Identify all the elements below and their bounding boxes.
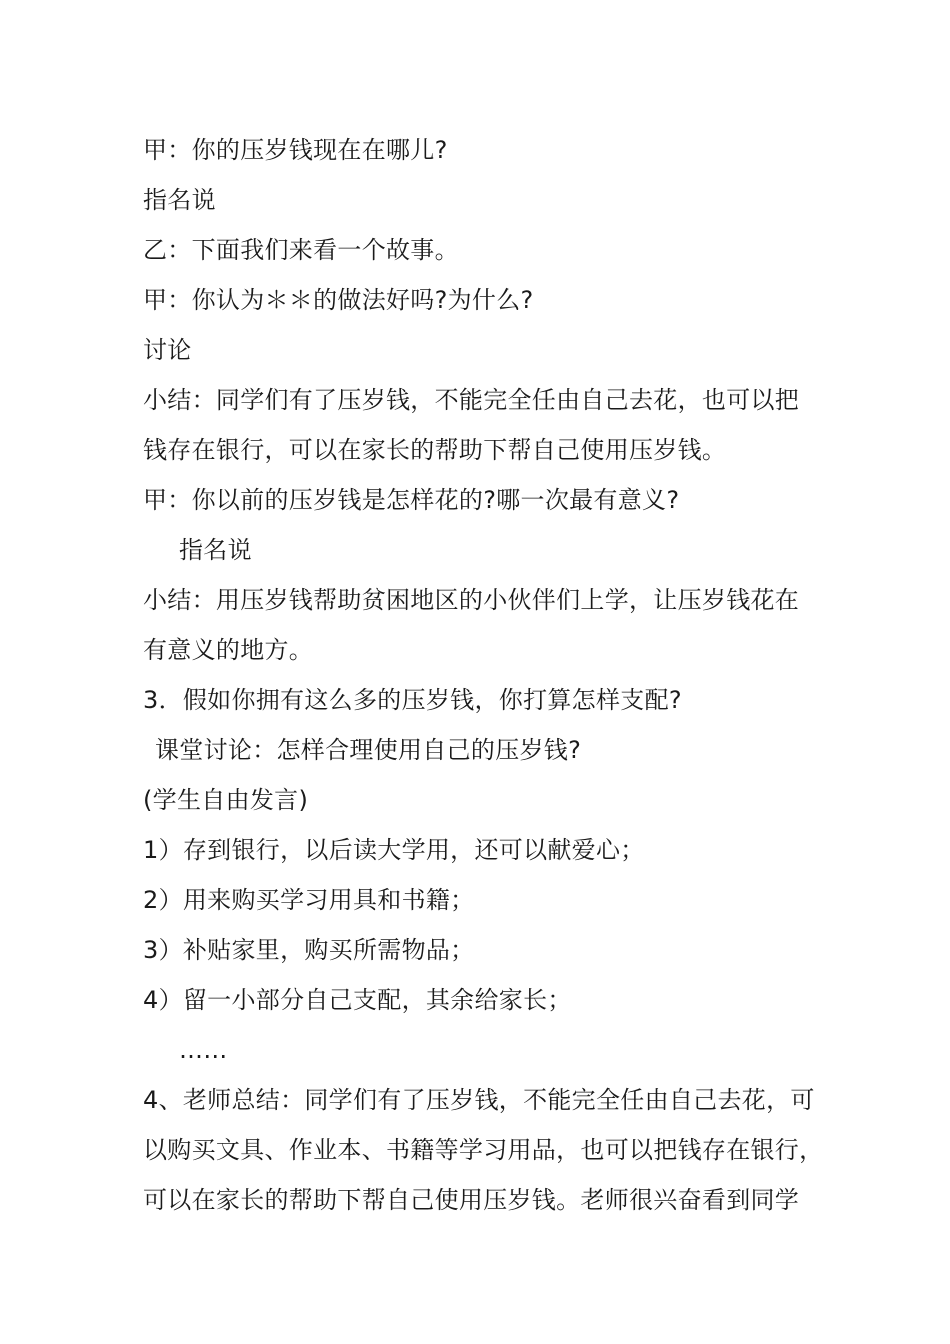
conclusion-line: 4、老师总结：同学们有了压岁钱，不能完全任由自己去花，可 [143,1086,815,1114]
summary-line: 钱存在银行，可以在家长的帮助下帮自己使用压岁钱。 [143,436,727,464]
dialogue-line: 甲：你以前的压岁钱是怎样花的?哪一次最有意义? [143,486,680,514]
summary-line: 小结：用压岁钱帮助贫困地区的小伙伴们上学，让压岁钱花在 [143,586,800,614]
note-line: (学生自由发言) [143,786,309,814]
list-item: 3）补贴家里，购买所需物品； [143,936,475,964]
document-body [143,125,823,1225]
conclusion-line: 以购买文具、作业本、书籍等学习用品，也可以把钱存在银行， [143,1136,824,1164]
dialogue-line: 甲：你认为＊＊的做法好吗?为什么? [143,286,534,314]
instruction-line: 指名说 [143,186,216,214]
instruction-line: 讨论 [143,336,192,364]
dialogue-line: 乙：下面我们来看一个故事。 [143,236,459,264]
dialogue-line: 甲：你的压岁钱现在在哪儿? [143,136,448,164]
discussion-prompt: 课堂讨论：怎样合理使用自己的压岁钱? [155,736,582,764]
summary-line: 小结：同学们有了压岁钱，不能完全任由自己去花，也可以把 [143,386,800,414]
conclusion-line: 可以在家长的帮助下帮自己使用压岁钱。老师很兴奋看到同学 [143,1186,800,1214]
instruction-line: 指名说 [179,536,252,564]
summary-line: 有意义的地方。 [143,636,314,664]
ellipsis-line: …… [179,1036,228,1064]
list-item: 2）用来购买学习用具和书籍； [143,886,475,914]
section-heading: 3．假如你拥有这么多的压岁钱，你打算怎样支配? [143,686,682,714]
list-item: 4）留一小部分自己支配，其余给家长； [143,986,572,1014]
list-item: 1）存到银行，以后读大学用，还可以献爱心； [143,836,645,864]
